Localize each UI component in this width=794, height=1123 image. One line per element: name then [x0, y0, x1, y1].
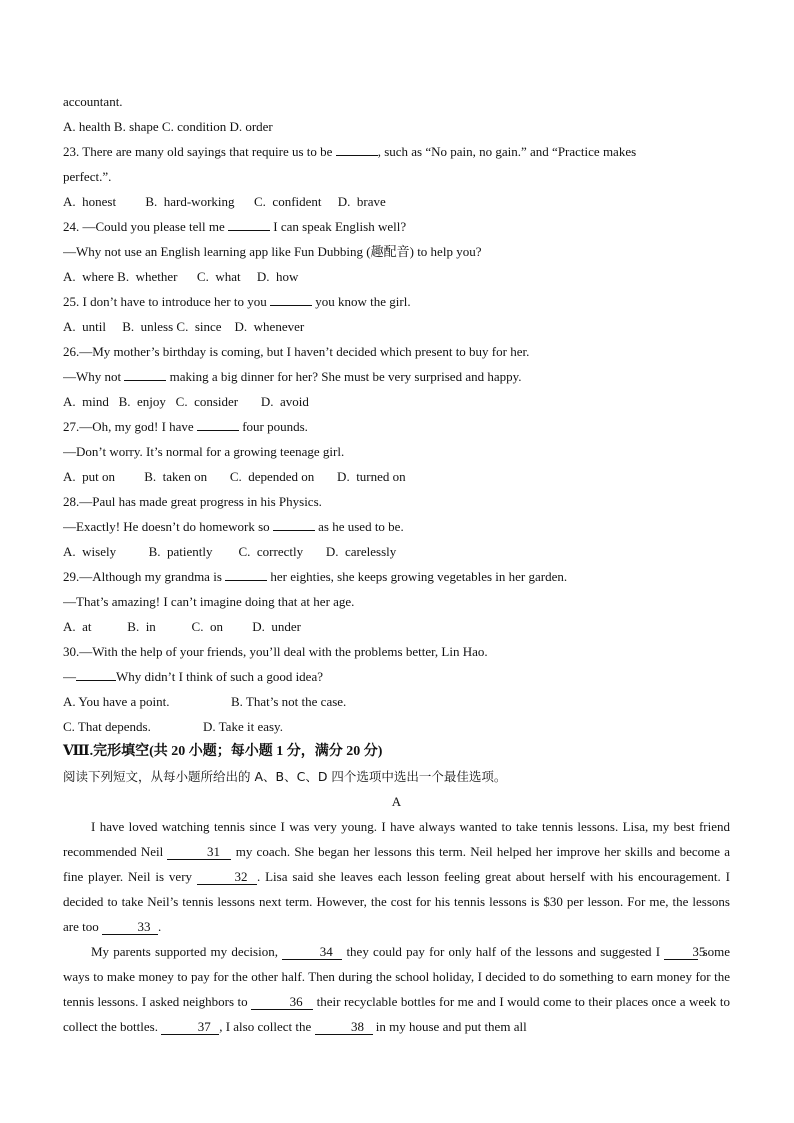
cloze-blank-34: 34 — [282, 944, 342, 960]
cloze-blank-35: 35 — [664, 944, 698, 960]
answer-blank — [124, 365, 166, 381]
question-text: I can speak English well? — [273, 219, 407, 234]
section-title: Ⅷ.完形填空(共 20 小题；每小题 1 分，满分 20 分) — [63, 744, 383, 759]
passage-label: A — [391, 794, 402, 809]
question-text: her eighties, she keeps growing vegetables in her garden. — [270, 569, 568, 584]
question-text: 25. I don’t have to introduce her to you — [63, 294, 267, 309]
document-page — [63, 89, 730, 1039]
question-text: —Why not — [63, 369, 122, 384]
option-c: C. That depends. — [63, 719, 151, 734]
options-line: A. honest B. hard-working C. confident D. brave — [63, 194, 386, 209]
option-d: D. Take it easy. — [203, 719, 283, 734]
options-line: A. until B. unless C. since D. whenever — [63, 319, 305, 334]
question-text: — — [63, 669, 76, 684]
question-text: as he used to be. — [318, 519, 404, 534]
question-25 — [63, 289, 730, 314]
text-line — [63, 364, 730, 389]
question-text: 24. —Could you please tell me — [63, 219, 225, 234]
answer-blank — [228, 215, 270, 231]
question-23 — [63, 139, 730, 164]
options-line: A. wisely B. patiently C. correctly D. carelessly — [63, 544, 397, 559]
question-30: 30.—With the help of your friends, you’ll deal with the problems better, Lin Hao. — [63, 644, 488, 659]
question-text: Why didn’t I think of such a good idea? — [116, 669, 323, 684]
text-line: —Why not use an English learning app like Fun Dubbing (趣配音) to help you? — [63, 244, 482, 259]
cloze-blank-32: 32 — [197, 869, 257, 885]
cloze-blank-37: 37 — [161, 1019, 219, 1035]
answer-blank — [76, 665, 116, 681]
passage-paragraph-2 — [63, 939, 730, 1039]
cloze-blank-33: 33 — [102, 919, 158, 935]
section-instruction: 阅读下列短文，从每小题所给出的 A、B、C、D 四个选项中选出一个最佳选项。 — [63, 769, 507, 784]
passage-paragraph-1 — [63, 814, 730, 939]
options-line: A. at B. in C. on D. under — [63, 619, 301, 634]
passage-text: . Lisa said she leaves each lesson feeling great about herself with his encouragement. I decided to take Neil’s tennis lessons next term. However, the cost for his tennis lessons is $30 per lesson. For me, the lessons are too — [63, 869, 730, 934]
question-text: four pounds. — [242, 419, 308, 434]
text-line: —That’s amazing! I can’t imagine doing that at her age. — [63, 594, 355, 609]
question-27 — [63, 414, 730, 439]
options-line — [63, 689, 730, 714]
option-a: A. You have a point. — [63, 694, 170, 709]
cloze-blank-38: 38 — [315, 1019, 373, 1035]
question-text: you know the girl. — [315, 294, 411, 309]
question-29 — [63, 564, 730, 589]
text-line — [63, 664, 730, 689]
options-line: A. mind B. enjoy C. consider D. avoid — [63, 394, 309, 409]
question-text: 27.—Oh, my god! I have — [63, 419, 194, 434]
options-line: A. put on B. taken on C. depended on D. turned on — [63, 469, 406, 484]
question-26: 26.—My mother’s birthday is coming, but I haven’t decided which present to buy for her. — [63, 344, 530, 359]
passage-text: they could pay for only half of the lessons and suggested I — [346, 944, 661, 959]
passage-text: , I also collect the — [219, 1019, 312, 1034]
options-line: A. health B. shape C. condition D. order — [63, 119, 273, 134]
answer-blank — [336, 140, 378, 156]
text-line: —Don’t worry. It’s normal for a growing teenage girl. — [63, 444, 345, 459]
passage-text: some ways to make money to pay for the other half. Then during the school holiday, I decided to do something to earn money for the tennis lessons. I asked neighbors to — [63, 944, 731, 1009]
cloze-blank-36: 36 — [251, 994, 313, 1010]
question-text: 29.—Although my grandma is — [63, 569, 222, 584]
question-text: 23. There are many old sayings that require us to be — [63, 144, 333, 159]
options-line — [63, 714, 730, 739]
answer-blank — [273, 515, 315, 531]
passage-text: . — [157, 919, 162, 934]
cloze-blank-31: 31 — [167, 844, 231, 860]
passage-text: I have loved watching tennis since I was very young. I have always wanted to take tennis lessons. Lisa, my best friend recommended Neil — [63, 819, 730, 859]
question-text: —Exactly! He doesn’t do homework so — [63, 519, 270, 534]
passage-text: my coach. She began her lessons this term. Neil helped her improve her skills and become a fine player. Neil is very — [63, 844, 731, 884]
option-b: B. That’s not the case. — [231, 694, 347, 709]
answer-blank — [225, 565, 267, 581]
passage-text: their recyclable bottles for me and I would come to their places once a week to collect the bottles. — [63, 994, 731, 1034]
options-line: A. where B. whether C. what D. how — [63, 269, 299, 284]
question-text: making a big dinner for her? She must be very surprised and happy. — [169, 369, 522, 384]
text-line: perfect.”. — [63, 169, 112, 184]
passage-text: in my house and put them all — [375, 1019, 527, 1034]
passage-text: My parents supported my decision, — [91, 944, 278, 959]
question-text: , such as “No pain, no gain.” and “Practice makes — [377, 144, 637, 159]
answer-blank — [197, 415, 239, 431]
text-line — [63, 514, 730, 539]
question-24 — [63, 214, 730, 239]
text-line: accountant. — [63, 94, 123, 109]
question-28: 28.—Paul has made great progress in his Physics. — [63, 494, 322, 509]
answer-blank — [270, 290, 312, 306]
